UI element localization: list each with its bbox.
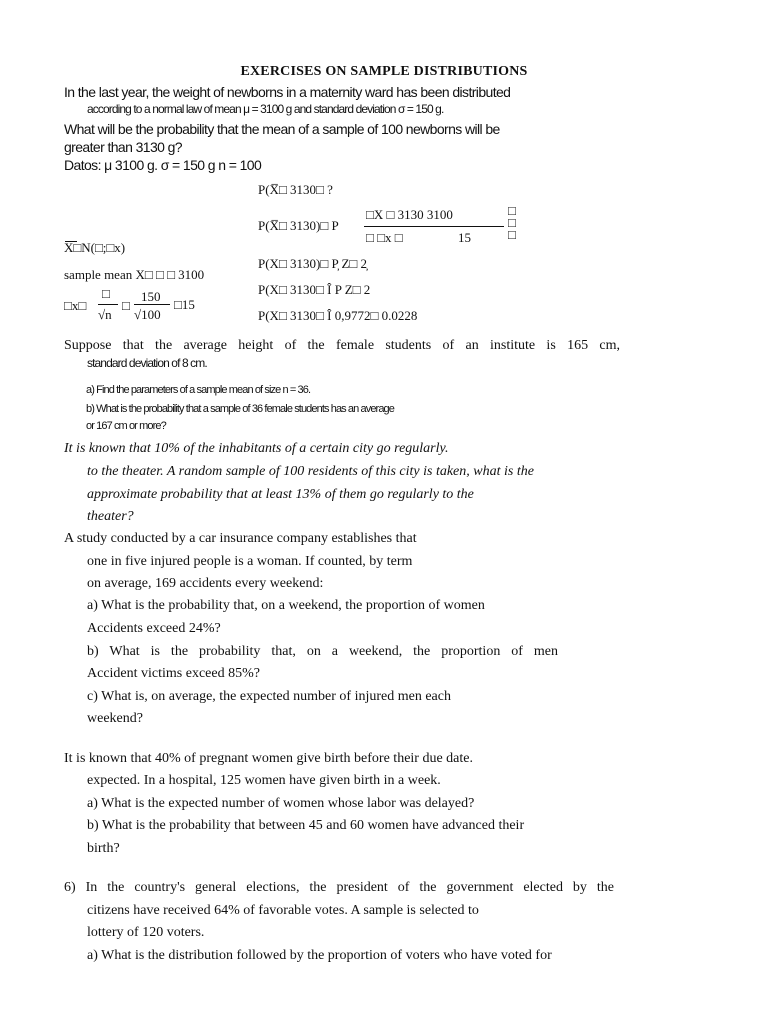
ex4-item-c-1: c) What is, on average, the expected number of injured men each — [87, 689, 451, 704]
ex3-line-1: It is known that 10% of the inhabitants of a certain city go regularly. — [64, 441, 449, 456]
ex1-line-4: greater than 3130 g? — [64, 139, 182, 155]
ex5-item-b-1: b) What is the probability that between 45 and 60 women have advanced their — [87, 818, 525, 833]
ex1-line-1: In the last year, the weight of newborns in a maternity ward has been distributed — [64, 84, 511, 100]
math-p2-den: □ □x □ — [366, 230, 403, 245]
math-p2: P(X̅□ 3130)□ P — [258, 218, 339, 233]
math-p1: P(X̅□ 3130□ ? — [258, 182, 333, 197]
ex4-item-a-1: a) What is the probability that, on a weekend, the proportion of women — [87, 598, 485, 613]
math-p2-den2: 15 — [458, 230, 471, 245]
ex1-line-3: What will be the probability that the mean of a sample of 100 newborns will be — [64, 121, 500, 137]
ex2-item-b-2: or 167 cm or more? — [86, 420, 166, 432]
math-sigma-fraction-bar-2 — [134, 304, 170, 305]
ex5-item-b-2: birth? — [87, 841, 120, 856]
ex1-data: Datos: μ 3100 g. σ = 150 g n = 100 — [64, 157, 262, 173]
ex5-line-2: expected. In a hospital, 125 women have given birth in a week. — [87, 773, 441, 788]
math-p2-bracket: □ □ □ — [508, 203, 516, 242]
math-sigma-num2: 150 — [141, 289, 161, 304]
page-title: EXERCISES ON SAMPLE DISTRIBUTIONS — [240, 64, 528, 79]
math-sigma-den: √n — [98, 307, 112, 322]
ex3-line-3: approximate probability that at least 13% of them go regularly to the — [87, 487, 474, 502]
ex4-line-3: on average, 169 accidents every weekend: — [87, 576, 324, 591]
ex3-line-4: theater? — [87, 509, 134, 524]
ex1-line-2: according to a normal law of mean μ = 3100 g and standard deviation σ = 150 g. — [87, 102, 444, 116]
math-p5: P(X□ 3130□ Î 0,9772□ 0.0228 — [258, 308, 418, 323]
math-distribution: X□N(□;□x) — [64, 240, 126, 255]
math-sigma-mid: □ — [122, 298, 130, 313]
ex2-item-b-1: b) What is the probability that a sample of 36 female students has an average — [86, 403, 394, 415]
ex4-line-2: one in five injured people is a woman. If counted, by term — [87, 554, 413, 569]
ex6-line-3: lottery of 120 voters. — [87, 925, 205, 940]
ex4-item-b-2: Accident victims exceed 85%? — [87, 666, 260, 681]
ex5-item-a: a) What is the expected number of women whose labor was delayed? — [87, 796, 475, 811]
ex2-line-2: standard deviation of 8 cm. — [87, 356, 207, 370]
ex6-item-a: a) What is the distribution followed by the proportion of voters who have voted for — [87, 948, 552, 963]
ex5-line-1: It is known that 40% of pregnant women give birth before their due date. — [64, 751, 473, 766]
ex4-item-a-2: Accidents exceed 24%? — [87, 621, 221, 636]
math-p4: P(X□ 3130□ Î P Z□ 2 — [258, 282, 371, 297]
math-p2-fraction-bar — [364, 226, 504, 227]
ex4-line-1: A study conducted by a car insurance company establishes that — [64, 531, 417, 546]
overline-x — [65, 241, 77, 242]
math-sigma-den2: √100 — [134, 307, 161, 322]
ex6-line-2: citizens have received 64% of favorable votes. A sample is selected to — [87, 903, 479, 918]
math-sigma-fraction-bar — [98, 304, 118, 305]
ex6-line-1: 6) In the country's general elections, the president of the government elected by the — [64, 880, 614, 895]
ex2-item-a: a) Find the parameters of a sample mean of size n = 36. — [86, 384, 311, 396]
ex4-item-b-1: b) What is the probability that, on a weekend, the proportion of men — [87, 644, 558, 659]
math-sigma-num: □ — [102, 286, 110, 301]
ex4-item-c-2: weekend? — [87, 711, 143, 726]
ex2-line-1: Suppose that the average height of the female students of an institute is 165 cm, — [64, 338, 620, 353]
math-p3: P(X□ 3130)□ P̦ Z□ 2̦ — [258, 256, 368, 271]
ex3-line-2: to the theater. A random sample of 100 residents of this city is taken, what is the — [87, 464, 534, 479]
math-sigma-left: □x□ — [64, 298, 87, 313]
math-sample-mean: sample mean X□ □ □ 3100 — [64, 267, 205, 282]
math-sigma-right: □15 — [174, 297, 195, 312]
math-p2-num: □X □ 3130 3100 — [366, 207, 453, 222]
